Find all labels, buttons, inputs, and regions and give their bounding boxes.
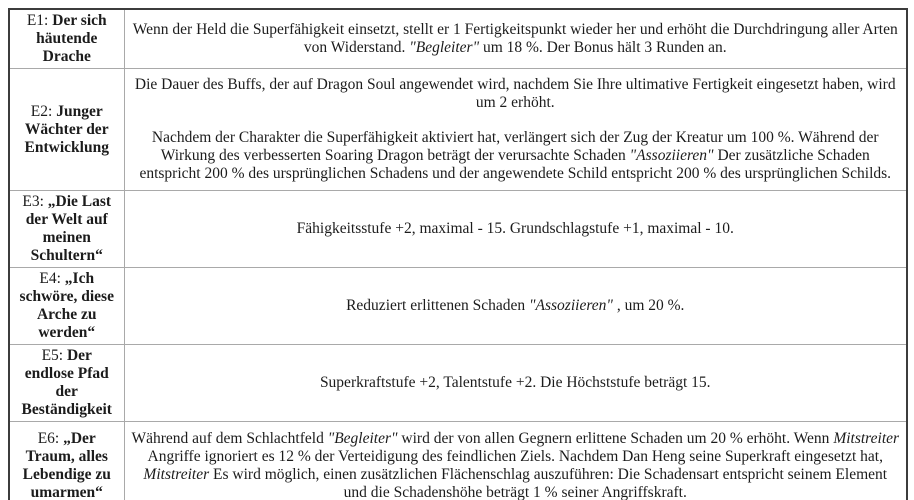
table-row xyxy=(9,422,907,500)
eidolon-label-name: Junger Wächter der Entwicklung xyxy=(24,102,109,156)
description-paragraph xyxy=(131,129,901,183)
table-row xyxy=(9,268,907,345)
eidolon-table xyxy=(8,8,908,500)
eidolon-label-name: Der sich häutende Drache xyxy=(36,12,107,65)
eidolon-label-prefix: E6: xyxy=(37,430,64,448)
eidolon-label-cell xyxy=(9,345,124,422)
eidolon-label-name: „Die Last der Welt auf meinen Schultern“ xyxy=(25,193,112,264)
text-segment: wird der von allen Gegnern erlittene Schaden um 20 % erhöht. Wenn xyxy=(397,430,834,448)
eidolon-table-body xyxy=(9,9,907,500)
table-row xyxy=(9,9,907,69)
description-paragraph xyxy=(131,76,901,112)
eidolon-label-name: „Der Traum, alles Lebendige zu umarmen“ xyxy=(22,430,111,500)
text-segment: Reduziert erlittenen Schaden xyxy=(346,297,530,314)
eidolon-label-cell xyxy=(9,9,124,69)
eidolon-description-cell xyxy=(124,345,907,422)
eidolon-label-cell xyxy=(9,268,124,345)
eidolon-label-name: Der endlose Pfad der Beständigkeit xyxy=(21,347,112,418)
eidolon-description-cell xyxy=(124,191,907,268)
eidolon-description-cell xyxy=(124,268,907,345)
eidolon-description-cell xyxy=(124,69,907,191)
description-paragraph xyxy=(131,21,901,57)
eidolon-description-cell xyxy=(124,9,907,69)
table-row xyxy=(9,69,907,191)
eidolon-label-prefix: E1: xyxy=(26,12,53,29)
eidolon-label-name: „Ich schwöre, diese Arche zu werden“ xyxy=(19,270,114,341)
eidolon-label-prefix: E4: xyxy=(39,270,65,287)
description-paragraph xyxy=(131,430,901,500)
text-segment: Wenn der Held die Superfähigkeit einsetzt, stellt er 1 Fertigkeitspunkt wieder her und erhöht die Durchdringung aller Arten von Widerstand. xyxy=(132,21,898,56)
text-segment: Während auf dem Schlachtfeld xyxy=(131,430,328,448)
description-paragraph xyxy=(131,220,901,238)
text-segment: Nachdem der Charakter die Superfähigkeit aktiviert hat, verlängert sich der Zug der Kreatur um 100 %. Während der Wirkung des verbesserten Soaring Dragon beträgt der verursachte Schaden xyxy=(151,129,879,164)
eidolon-label-cell xyxy=(9,191,124,268)
table-row xyxy=(9,345,907,422)
description-paragraph xyxy=(131,297,901,315)
italic-term: "Begleiter" xyxy=(409,39,480,56)
text-segment: um 18 %. Der Bonus hält 3 Runden an. xyxy=(479,39,727,56)
description-paragraph xyxy=(131,374,901,392)
italic-term: Mitstreiter xyxy=(143,466,210,484)
eidolon-label-cell xyxy=(9,422,124,500)
eidolon-label-prefix: E2: xyxy=(30,102,57,120)
italic-term: Mitstreiter xyxy=(833,430,900,448)
eidolon-label-prefix: E3: xyxy=(22,193,48,210)
italic-term: "Assoziieren" xyxy=(529,297,613,314)
text-segment: , um 20 %. xyxy=(612,297,685,314)
text-segment: Fähigkeitsstufe +2, maximal - 15. Grundschlagstufe +1, maximal - 10. xyxy=(296,220,734,237)
italic-term: "Begleiter" xyxy=(327,430,398,448)
table-row xyxy=(9,191,907,268)
text-segment: Superkraftstufe +2, Talentstufe +2. Die Höchststufe beträgt 15. xyxy=(319,374,711,391)
eidolon-label-cell xyxy=(9,69,124,191)
text-segment: Der zusätzliche Schaden entspricht 200 % des ursprünglichen Schadens und der angewendete Schild entspricht 200 % des ursprünglichen Schilds. xyxy=(139,147,892,182)
text-segment: Die Dauer des Buffs, der auf Dragon Soul angewendet wird, nachdem Sie Ihre ultimative Fertigkeit eingesetzt haben, wird um 2 erhöht. xyxy=(134,76,896,111)
text-segment: Es wird möglich, einen zusätzlichen Flächenschlag auszuführen: Die Schadensart entspricht seinem Element und die Schadenshöhe beträgt 1 % seiner Angriffskraft. xyxy=(209,466,888,500)
italic-term: "Assoziieren" xyxy=(629,147,714,164)
eidolon-label-prefix: E5: xyxy=(41,347,67,364)
text-segment: Angriffe ignoriert es 12 % der Verteidigung des feindlichen Ziels. Nachdem Dan Heng seine Superkraft eingesetzt hat, xyxy=(147,448,883,466)
eidolon-description-cell xyxy=(124,422,907,500)
